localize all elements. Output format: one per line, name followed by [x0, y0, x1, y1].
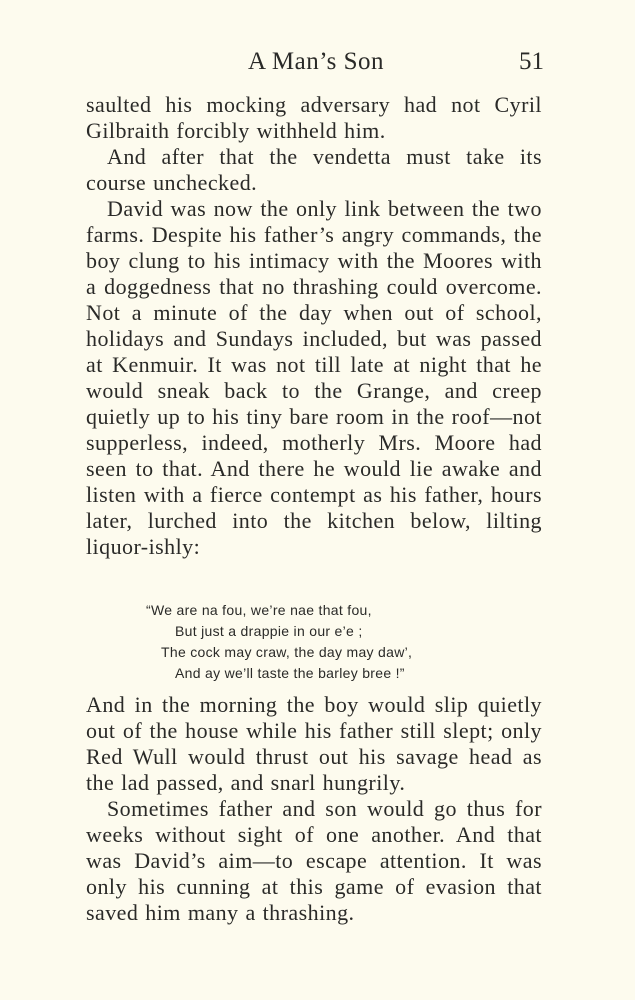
body-text-after-verse	[86, 692, 542, 926]
running-title: A Man’s Son	[247, 48, 385, 75]
song-verse	[146, 600, 466, 684]
paragraph: David was now the only link between the two farms. Despite his father’s angry commands, the boy clung to his intimacy with the Moores with a doggedness that no thrashing could overcome. Not a minute of the day when out of school, holidays and Sundays included, but was passed at Kenmuir. It was not till late at night that he would sneak back to the Grange, and creep quietly up to his tiny bare room in the roof—not supperless, indeed, motherly Mrs. Moore had seen to that. And there he would lie awake and listen with a fierce contempt as his father, hours later, lurched into the kitchen below, lilting liquor-ishly:	[86, 196, 542, 559]
verse-line: “We are na fou, we’re nae that fou,	[146, 602, 372, 618]
verse-line: The cock may craw, the day may daw’,	[161, 644, 413, 660]
paragraph: And in the morning the boy would slip quietly out of the house while his father still slept; only Red Wull would thrust out his savage head as the lad passed, and snarl hungrily.	[86, 692, 542, 795]
verse-line: But just a drappie in our e’e ;	[175, 623, 363, 639]
paragraph-continued: saulted his mocking adversary had not Cyril Gilbraith forcibly withheld him.	[86, 92, 542, 143]
page-number: 51	[519, 48, 544, 75]
body-text-before-verse	[86, 92, 542, 560]
paragraph: And after that the vendetta must take its course unchecked.	[86, 144, 542, 195]
paragraph: Sometimes father and son would go thus for weeks without sight of one another. And that was David’s aim—to escape attention. It was only his cunning at this game of evasion that saved him many a thrashing.	[86, 796, 542, 925]
page-header	[86, 44, 546, 80]
verse-line: And ay we’ll taste the barley bree !”	[175, 665, 405, 681]
